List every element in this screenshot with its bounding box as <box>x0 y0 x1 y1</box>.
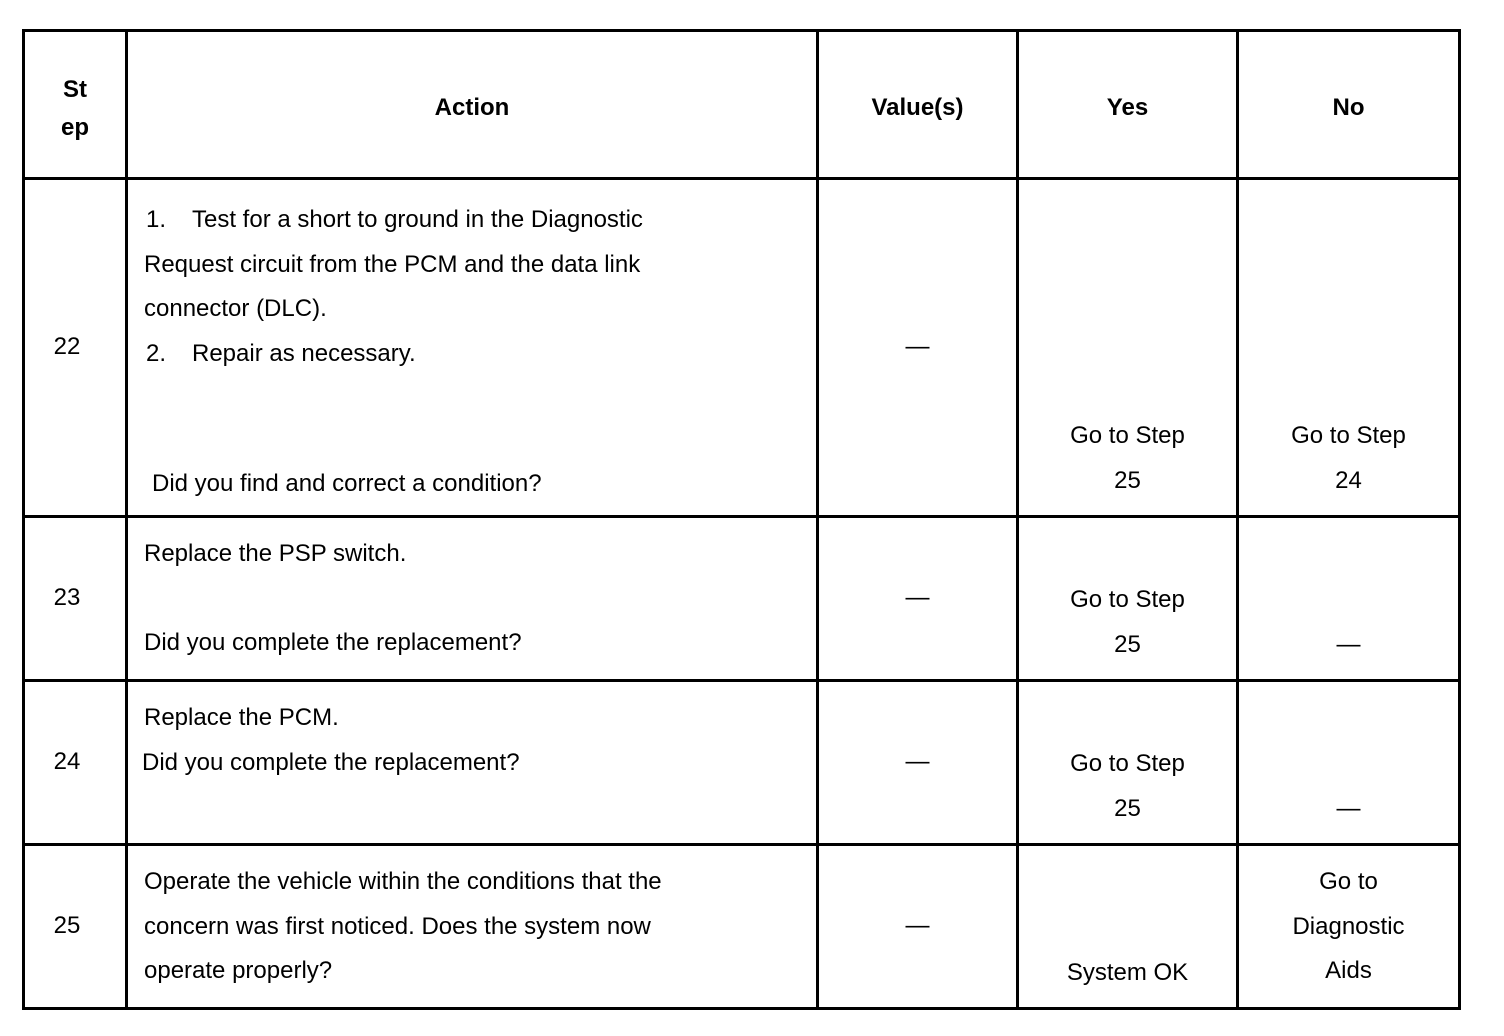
header-row <box>24 31 1460 179</box>
no-cell: Go to Diagnostic Aids <box>1238 845 1460 1009</box>
header-no: No <box>1238 31 1460 179</box>
action-item: 2. Repair as necessary. <box>146 339 416 367</box>
table-row <box>24 179 1460 517</box>
table-row <box>24 517 1460 681</box>
step-number: 25 <box>24 845 127 1009</box>
header-step: St ep <box>24 31 127 179</box>
action-text: Replace the PCM. <box>144 704 339 731</box>
action-cell <box>127 681 818 845</box>
action-cell <box>127 517 818 681</box>
yes-cell: Go to Step 25 <box>1018 517 1238 681</box>
action-text: Operate the vehicle within the conditions that the <box>144 868 662 895</box>
step-number: 22 <box>24 179 127 517</box>
no-cell: Go to Step 24 <box>1238 179 1460 517</box>
header-yes: Yes <box>1018 31 1238 179</box>
yes-cell: Go to Step 25 <box>1018 681 1238 845</box>
question-text: Did you complete the replacement? <box>144 628 522 656</box>
header-action: Action <box>127 31 818 179</box>
action-item: 1. Test for a short to ground in the Diagnostic <box>146 206 643 233</box>
table-row <box>24 681 1460 845</box>
header-values: Value(s) <box>818 31 1018 179</box>
action-item-cont: Request circuit from the PCM and the data link <box>144 250 641 278</box>
value-cell: — <box>818 681 1018 845</box>
yes-cell: System OK <box>1018 845 1238 1009</box>
action-cell <box>127 845 818 1009</box>
action-text: Replace the PSP switch. <box>144 540 407 567</box>
no-cell: — <box>1238 517 1460 681</box>
diagnostic-table <box>22 29 1461 1010</box>
action-item-cont: connector (DLC). <box>144 295 327 322</box>
yes-cell: Go to Step 25 <box>1018 179 1238 517</box>
step-number: 24 <box>24 681 127 845</box>
action-text: operate properly? <box>144 957 333 984</box>
no-cell: — <box>1238 681 1460 845</box>
question-text: Did you complete the replacement? <box>142 748 520 776</box>
question-text: Did you find and correct a condition? <box>152 470 542 497</box>
value-cell: — <box>818 845 1018 1009</box>
value-cell: — <box>818 517 1018 681</box>
action-cell <box>127 179 818 517</box>
table-row <box>24 845 1460 1009</box>
action-text: concern was first noticed. Does the system now <box>144 912 651 940</box>
value-cell: — <box>818 179 1018 517</box>
step-number: 23 <box>24 517 127 681</box>
